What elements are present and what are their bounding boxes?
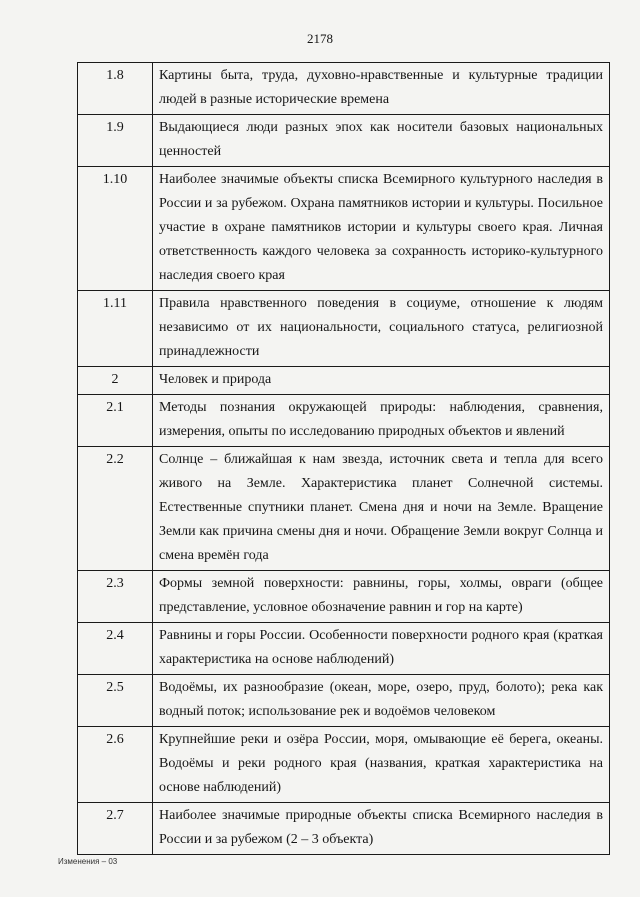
row-text: Человек и природа xyxy=(153,367,610,395)
row-number: 2.4 xyxy=(78,623,153,675)
table-row xyxy=(78,571,610,623)
row-text: Солнце – ближайшая к нам звезда, источник света и тепла для всего живого на Земле. Характеристика планет Солнечной системы. Естественные спутники планет. Смена дня и ночи на Земле. Вращение Земли как причина смены дня и ночи. Обращение Земли вокруг Солнца и смена времён года xyxy=(153,447,610,571)
row-text: Картины быта, труда, духовно-нравственные и культурные традиции людей в разные исторические времена xyxy=(153,63,610,115)
table-row xyxy=(78,803,610,855)
table-row xyxy=(78,63,610,115)
row-number: 2 xyxy=(78,367,153,395)
row-number: 2.3 xyxy=(78,571,153,623)
row-text: Формы земной поверхности: равнины, горы, холмы, овраги (общее представление, условное обозначение равнин и гор на карте) xyxy=(153,571,610,623)
row-text: Крупнейшие реки и озёра России, моря, омывающие её берега, океаны. Водоёмы и реки родного края (названия, краткая характеристика на основе наблюдений) xyxy=(153,727,610,803)
table-row xyxy=(78,447,610,571)
row-number: 1.11 xyxy=(78,291,153,367)
row-number: 1.9 xyxy=(78,115,153,167)
row-number: 2.1 xyxy=(78,395,153,447)
row-number: 2.2 xyxy=(78,447,153,571)
row-text: Наиболее значимые природные объекты списка Всемирного наследия в России и за рубежом (2 – 3 объекта) xyxy=(153,803,610,855)
table-row xyxy=(78,367,610,395)
row-number: 2.6 xyxy=(78,727,153,803)
table-row xyxy=(78,623,610,675)
page-number: 2178 xyxy=(307,31,333,46)
table-row xyxy=(78,727,610,803)
table-row xyxy=(78,291,610,367)
row-text: Наиболее значимые объекты списка Всемирного культурного наследия в России и за рубежом. Охрана памятников истории и культуры. Посильное участие в охране памятников истории и культуры своего края. Личная ответственность каждого человека за сохранность историко-культурного наследия своего края xyxy=(153,167,610,291)
row-number: 1.8 xyxy=(78,63,153,115)
content-table xyxy=(77,62,610,855)
row-text: Методы познания окружающей природы: наблюдения, сравнения, измерения, опыты по исследованию природных объектов и явлений xyxy=(153,395,610,447)
table-row xyxy=(78,395,610,447)
row-number: 2.7 xyxy=(78,803,153,855)
footer-revision-note: Изменения – 03 xyxy=(58,857,118,866)
row-text: Равнины и горы России. Особенности поверхности родного края (краткая характеристика на основе наблюдений) xyxy=(153,623,610,675)
row-number: 1.10 xyxy=(78,167,153,291)
row-text: Правила нравственного поведения в социуме, отношение к людям независимо от их национальности, социального статуса, религиозной принадлежности xyxy=(153,291,610,367)
table-row xyxy=(78,675,610,727)
table-row xyxy=(78,167,610,291)
row-text: Водоёмы, их разнообразие (океан, море, озеро, пруд, болото); река как водный поток; использование рек и водоёмов человеком xyxy=(153,675,610,727)
table-row xyxy=(78,115,610,167)
row-text: Выдающиеся люди разных эпох как носители базовых национальных ценностей xyxy=(153,115,610,167)
row-number: 2.5 xyxy=(78,675,153,727)
